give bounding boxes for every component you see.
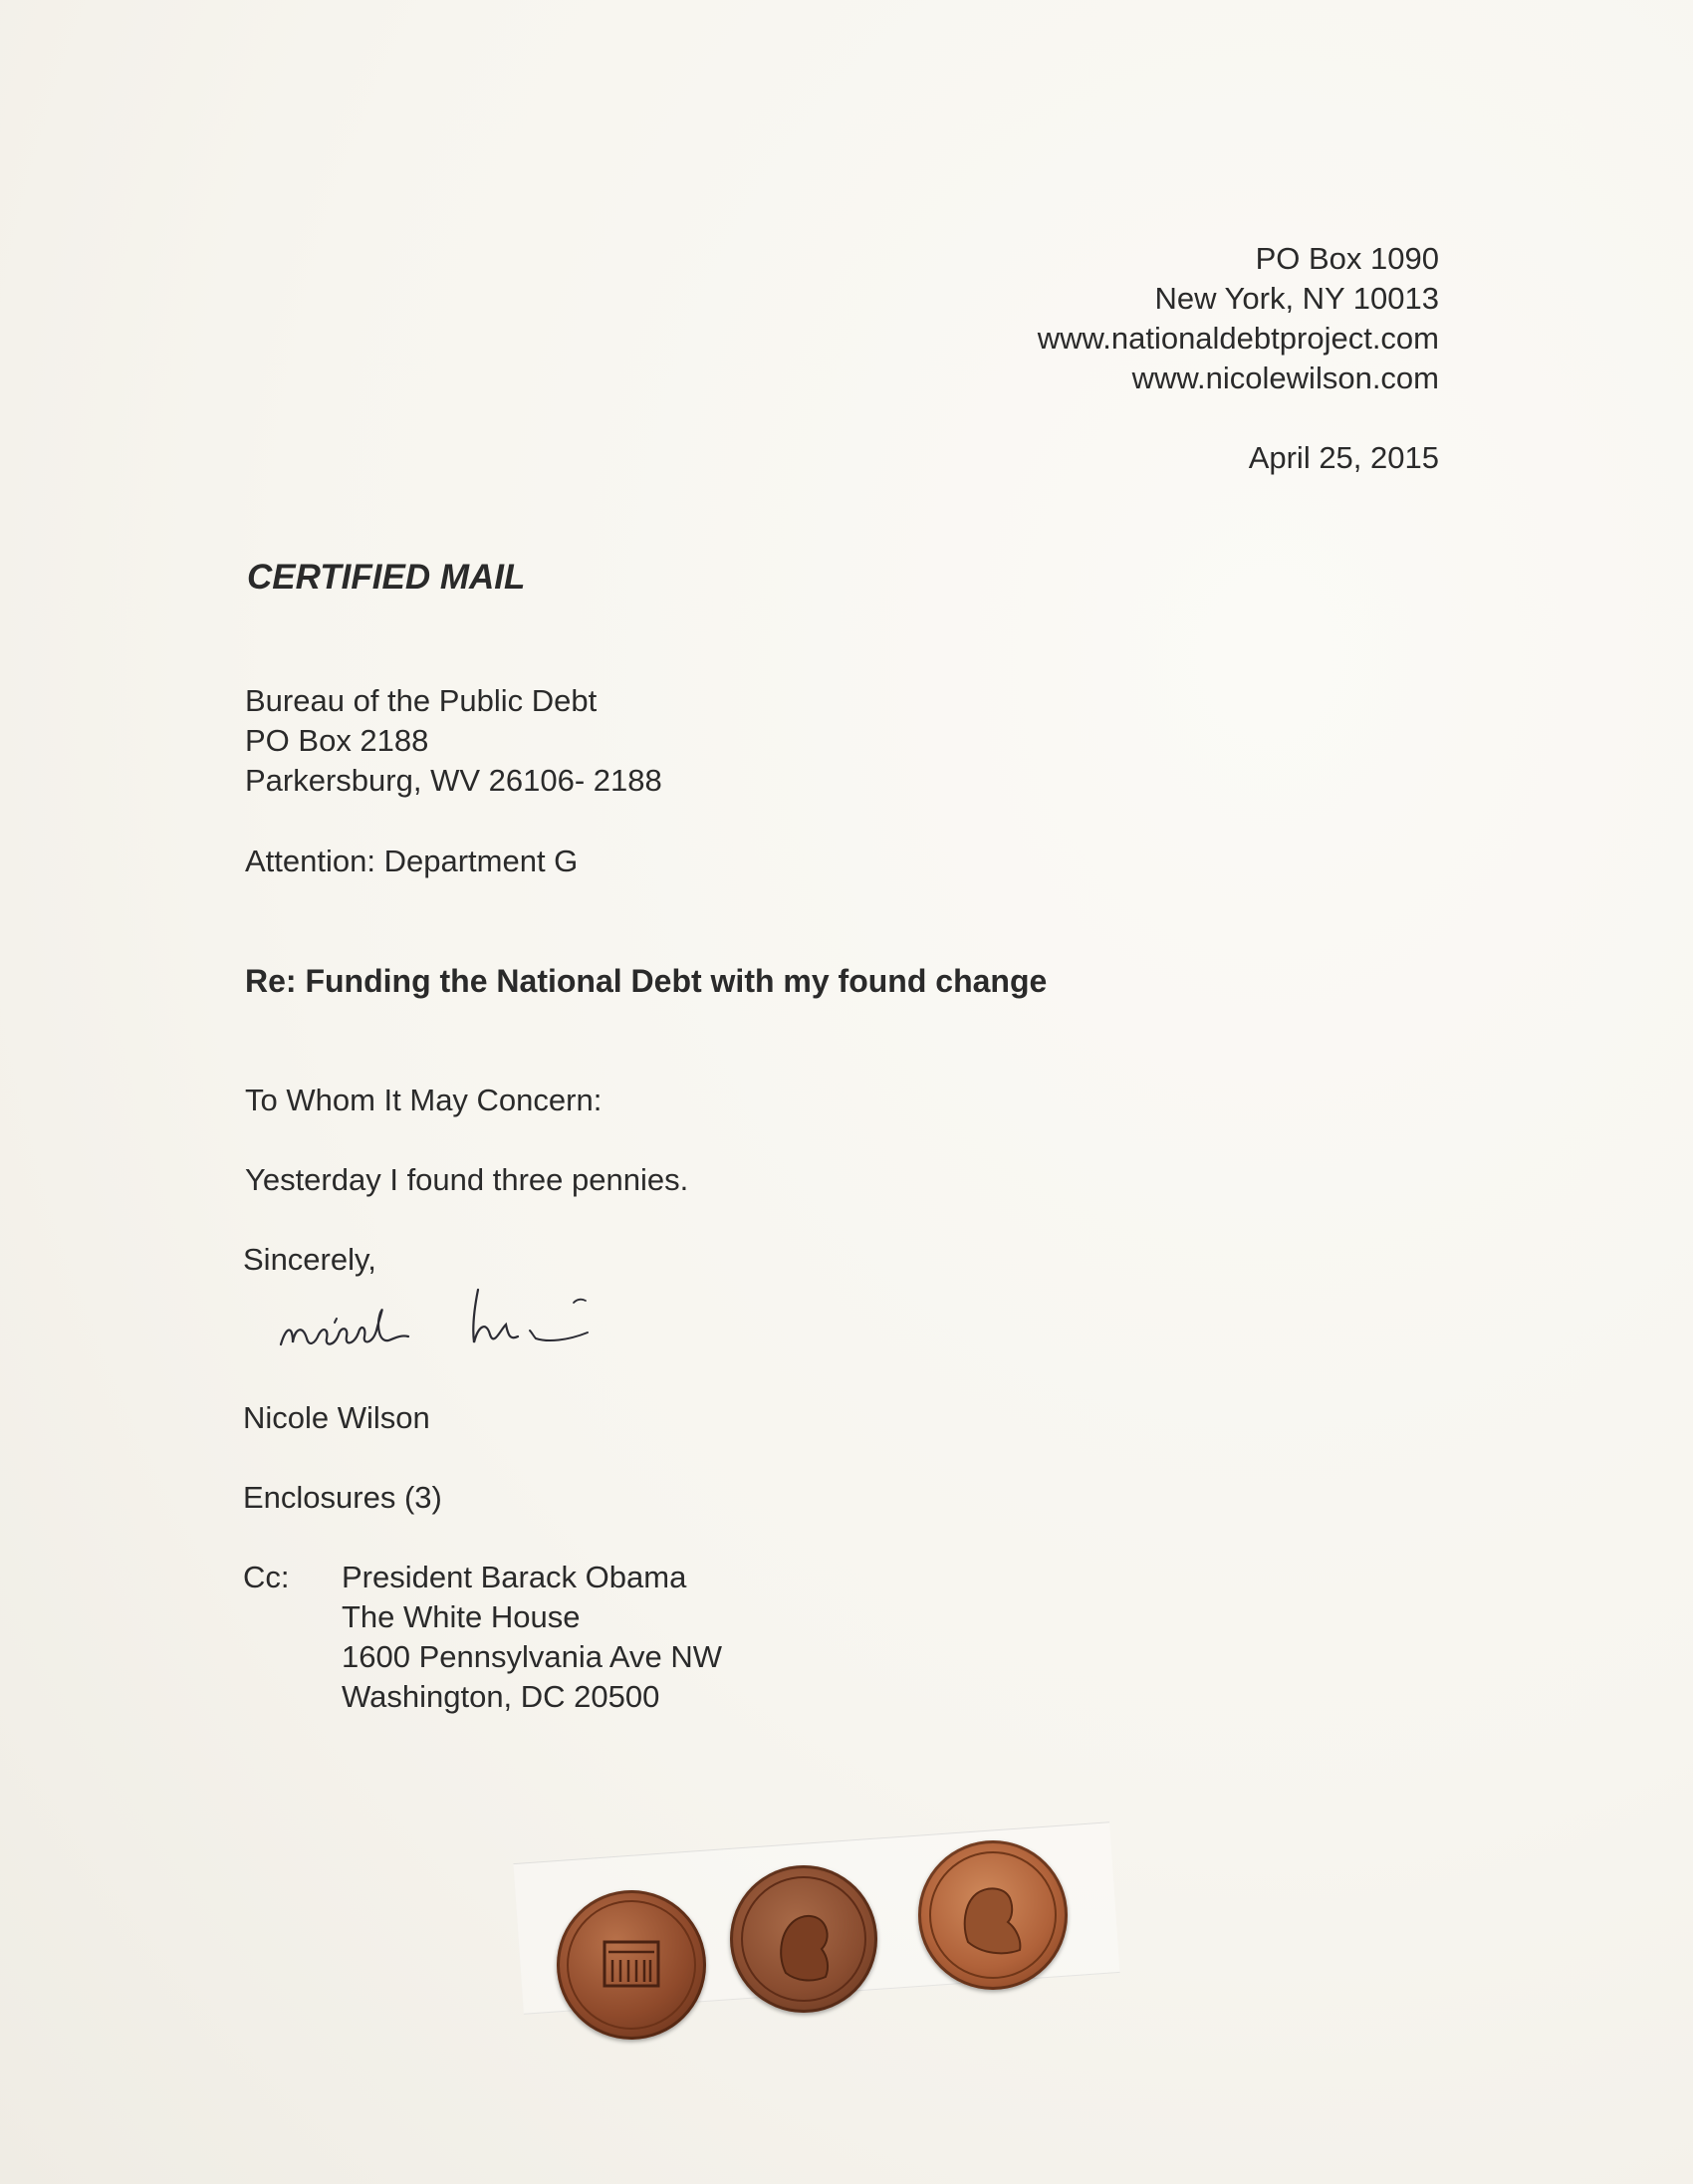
sender-website-line: www.nationaldebtproject.com xyxy=(1037,321,1439,356)
enclosures-line: Enclosures (3) xyxy=(243,1480,442,1515)
penny-reverse-icon xyxy=(557,1890,706,2040)
penny-obverse-icon xyxy=(918,1840,1068,1990)
certified-mail-heading: CERTIFIED MAIL xyxy=(247,558,526,597)
cc-label: Cc: xyxy=(243,1560,290,1594)
closing: Sincerely, xyxy=(243,1242,376,1277)
body-text: Yesterday I found three pennies. xyxy=(245,1162,689,1197)
cc-line: The White House xyxy=(342,1599,581,1634)
subject-line: Re: Funding the National Debt with my found change xyxy=(245,963,1048,999)
recipient-line: Parkersburg, WV 26106- 2188 xyxy=(245,763,662,798)
cc-recipient xyxy=(342,1558,722,1717)
salutation: To Whom It May Concern: xyxy=(245,1083,603,1117)
cc-line: 1600 Pennsylvania Ave NW xyxy=(342,1639,722,1674)
cc-line: President Barack Obama xyxy=(342,1560,687,1594)
recipient-address xyxy=(245,681,662,801)
cc-line: Washington, DC 20500 xyxy=(342,1679,660,1714)
sender-address-line: New York, NY 10013 xyxy=(1154,281,1439,316)
sender-website-line: www.nicolewilson.com xyxy=(1131,361,1439,395)
handwritten-signature-icon xyxy=(269,1265,627,1374)
letter-date: April 25, 2015 xyxy=(1248,440,1439,475)
penny-obverse-icon xyxy=(730,1865,877,2013)
sender-address-line: PO Box 1090 xyxy=(1255,241,1439,276)
signer-name: Nicole Wilson xyxy=(243,1400,430,1435)
recipient-line: Bureau of the Public Debt xyxy=(245,683,598,718)
recipient-line: PO Box 2188 xyxy=(245,723,429,758)
sender-address xyxy=(742,239,1439,398)
attention-line: Attention: Department G xyxy=(245,844,579,878)
